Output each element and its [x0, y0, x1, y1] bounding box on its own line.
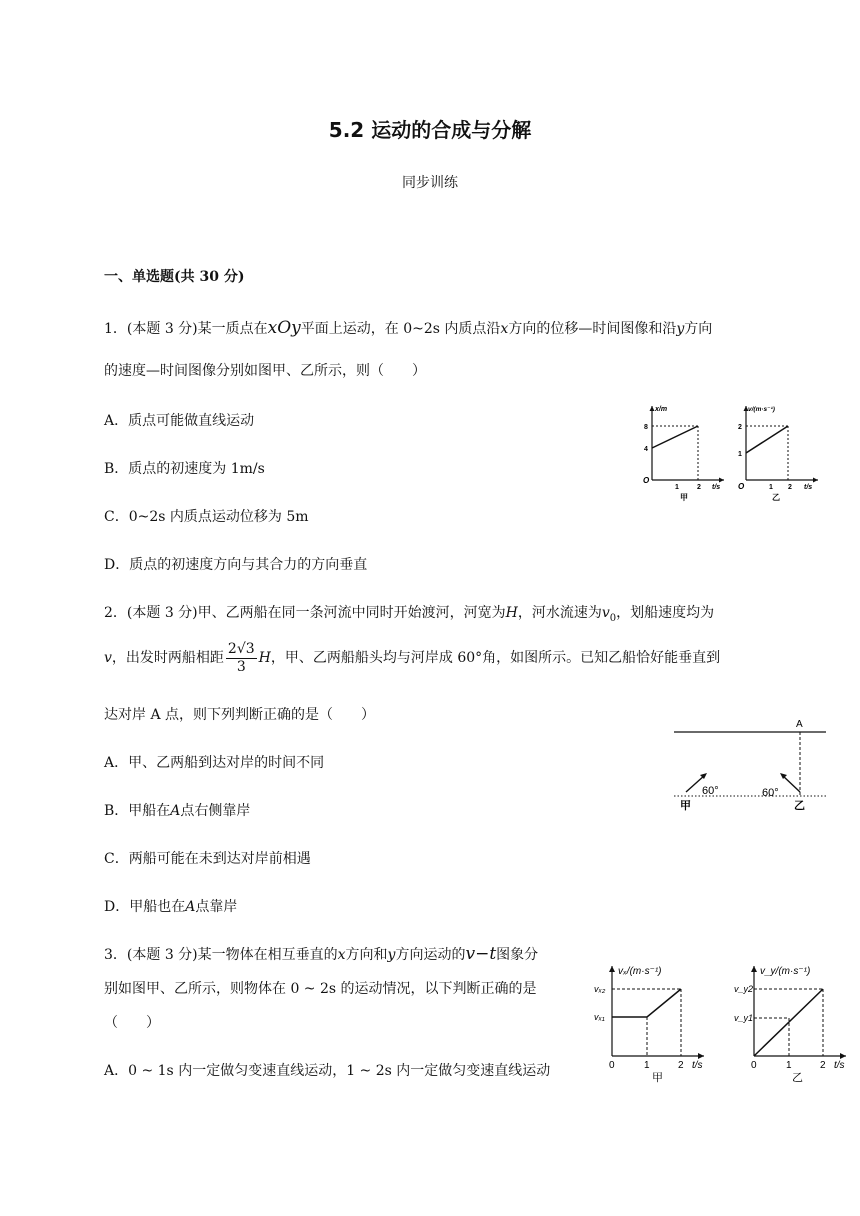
tick-label: 1 [769, 484, 773, 491]
q2-opt-b-a: B．甲船在 [104, 803, 171, 819]
tick-label: 1 [786, 1060, 792, 1071]
page-title: 5.2 运动的合成与分解 [328, 118, 532, 142]
q1-text-a: 1．(本题 3 分)某一质点在 [104, 321, 268, 337]
graph-caption: 甲 [680, 493, 688, 502]
q2-text-b: ，河水流速为 [517, 605, 602, 621]
tick-label: v_y2 [734, 984, 754, 994]
q1-stem-line1 [104, 318, 712, 338]
boat-yi-velocity [782, 775, 800, 792]
q1-option-a: A．质点可能做直线运动 [104, 413, 255, 429]
tick-label: 2 [788, 484, 792, 491]
y-axis-label: v/(m·s⁻¹) [748, 406, 775, 413]
page-subtitle: 同步训练 [402, 175, 458, 191]
q1-graph-left [643, 406, 724, 502]
q2-opt-b-var: A [170, 803, 181, 819]
q2-opt-d-b: 点靠岸 [195, 899, 238, 915]
q2-text-d: ，出发时两船相距 [111, 650, 224, 666]
tick-label: 1 [644, 1060, 650, 1071]
q2-option-b [104, 800, 250, 820]
q3-stem-line3: （ ） [104, 1015, 160, 1031]
tick-label: 1 [675, 484, 679, 491]
q2-sub-0: 0 [609, 612, 617, 624]
q2-text-e: ，甲、乙两船船头均与河岸成 60°角，如图所示。已知乙船恰好能垂直到 [270, 650, 721, 666]
origin-label: O [643, 476, 650, 485]
q2-stem-line2 [104, 640, 720, 676]
arrow-icon [698, 1053, 704, 1059]
q3-stem-line2: 别如图甲、乙所示，则物体在 0 ~ 2s 的运动情况，以下判断正确的是 [104, 981, 537, 997]
q3-var-y: y [387, 947, 396, 963]
q3-text-d: 图象分 [496, 947, 539, 963]
tick-label: vₓ₂ [594, 984, 606, 994]
y-axis-label: x/m [655, 406, 668, 413]
q1-var-y: y [676, 321, 685, 337]
q1-option-c: C．0~2s 内质点运动位移为 5m [104, 509, 309, 525]
q2-stem-line3: 达对岸 A 点，则下列判断正确的是（ ） [104, 707, 376, 723]
q2-var-v0: v [601, 605, 610, 621]
arrow-icon [609, 966, 615, 972]
origin-label: O [738, 482, 745, 491]
q3-var-vt: v−t [465, 944, 497, 964]
arrow-icon [719, 478, 724, 483]
x-axis-label: t/s [804, 484, 813, 491]
tick-label: 8 [644, 424, 648, 431]
q3-graph-left [594, 966, 704, 1084]
x-axis-label: t/s [692, 1060, 703, 1071]
q1-var-xoy: xOy [267, 318, 301, 338]
q1-text-c: 方向的位移—时间图像和沿 [508, 321, 677, 337]
tick-label: 4 [644, 446, 648, 453]
q2-opt-d-var: A [185, 899, 196, 915]
q2-figure [670, 712, 830, 814]
fraction-numerator: 2√3 [227, 640, 255, 657]
q3-graph-right [734, 966, 846, 1084]
angle-label: 60° [762, 787, 779, 799]
q2-fraction [226, 641, 257, 676]
boat-yi-label: 乙 [794, 800, 805, 812]
tick-label: 1 [738, 451, 742, 458]
q2-var-h: H [505, 605, 518, 621]
q2-stem-line1 [104, 602, 714, 624]
tick-label: 2 [678, 1060, 684, 1071]
arrow-icon [650, 406, 655, 411]
q1-figure [640, 398, 820, 506]
y-axis-label: v_y/(m·s⁻¹) [760, 966, 811, 977]
q2-text-c: ，划船速度均为 [616, 605, 715, 621]
q1-stem-line2: 的速度—时间图像分别如图甲、乙所示，则（ ） [104, 363, 426, 379]
q2-opt-d-a: D．甲船也在 [104, 899, 186, 915]
tick-label: 2 [697, 484, 701, 491]
tick-label: 2 [820, 1060, 826, 1071]
arrow-icon [840, 1053, 846, 1059]
point-a-label: A [796, 719, 803, 730]
fraction-denominator: 3 [236, 658, 246, 675]
q3-var-x: x [337, 947, 346, 963]
angle-label: 60° [702, 785, 719, 797]
tick-label: 2 [738, 424, 742, 431]
tick-label: v_y1 [734, 1013, 754, 1023]
q2-option-d [104, 896, 237, 916]
boat-jia-label: 甲 [680, 800, 691, 812]
q1-text-b: 平面上运动，在 0~2s 内质点沿 [300, 321, 501, 337]
x-axis-label: t/s [712, 484, 721, 491]
arrow-icon [813, 478, 818, 483]
q3-text-b: 方向和 [345, 947, 388, 963]
q1-option-b: B．质点的初速度为 1m/s [104, 461, 265, 477]
y-axis-label: vₓ/(m·s⁻¹) [618, 966, 662, 977]
q2-text-a: 2．(本题 3 分)甲、乙两船在同一条河流中同时开始渡河，河宽为 [104, 605, 506, 621]
tick-label: vₓ₁ [594, 1012, 605, 1022]
q3-text-c: 方向运动的 [395, 947, 466, 963]
data-line [612, 989, 681, 1017]
arrow-icon [751, 966, 757, 972]
q1-option-d: D．质点的初速度方向与其合力的方向垂直 [104, 557, 368, 573]
q2-option-c: C．两船可能在未到达对岸前相遇 [104, 851, 311, 867]
x-axis-label: t/s [834, 1060, 845, 1071]
q3-option-a: A．0 ~ 1s 内一定做匀变速直线运动，1 ~ 2s 内一定做匀变速直线运动 [104, 1063, 551, 1079]
q3-text-a: 3．(本题 3 分)某一物体在相互垂直的 [104, 947, 338, 963]
q3-figure [592, 958, 854, 1084]
q1-var-x: x [500, 321, 509, 337]
q2-var-h2: H [258, 650, 271, 666]
data-line [652, 426, 698, 448]
q3-stem-line1 [104, 944, 538, 964]
tick-label: 0 [609, 1060, 615, 1071]
q2-var-v: v [104, 650, 112, 666]
q2-option-a: A．甲、乙两船到达对岸的时间不同 [104, 755, 325, 771]
graph-caption: 乙 [772, 493, 780, 502]
graph-caption: 甲 [652, 1072, 663, 1084]
q2-opt-b-b: 点右侧靠岸 [180, 803, 251, 819]
section-heading: 一、单选题(共 30 分) [104, 269, 245, 285]
data-line [746, 426, 788, 453]
q1-graph-right [738, 406, 818, 502]
q1-text-d: 方向 [684, 321, 713, 337]
graph-caption: 乙 [792, 1072, 803, 1084]
tick-label: 0 [751, 1060, 757, 1071]
